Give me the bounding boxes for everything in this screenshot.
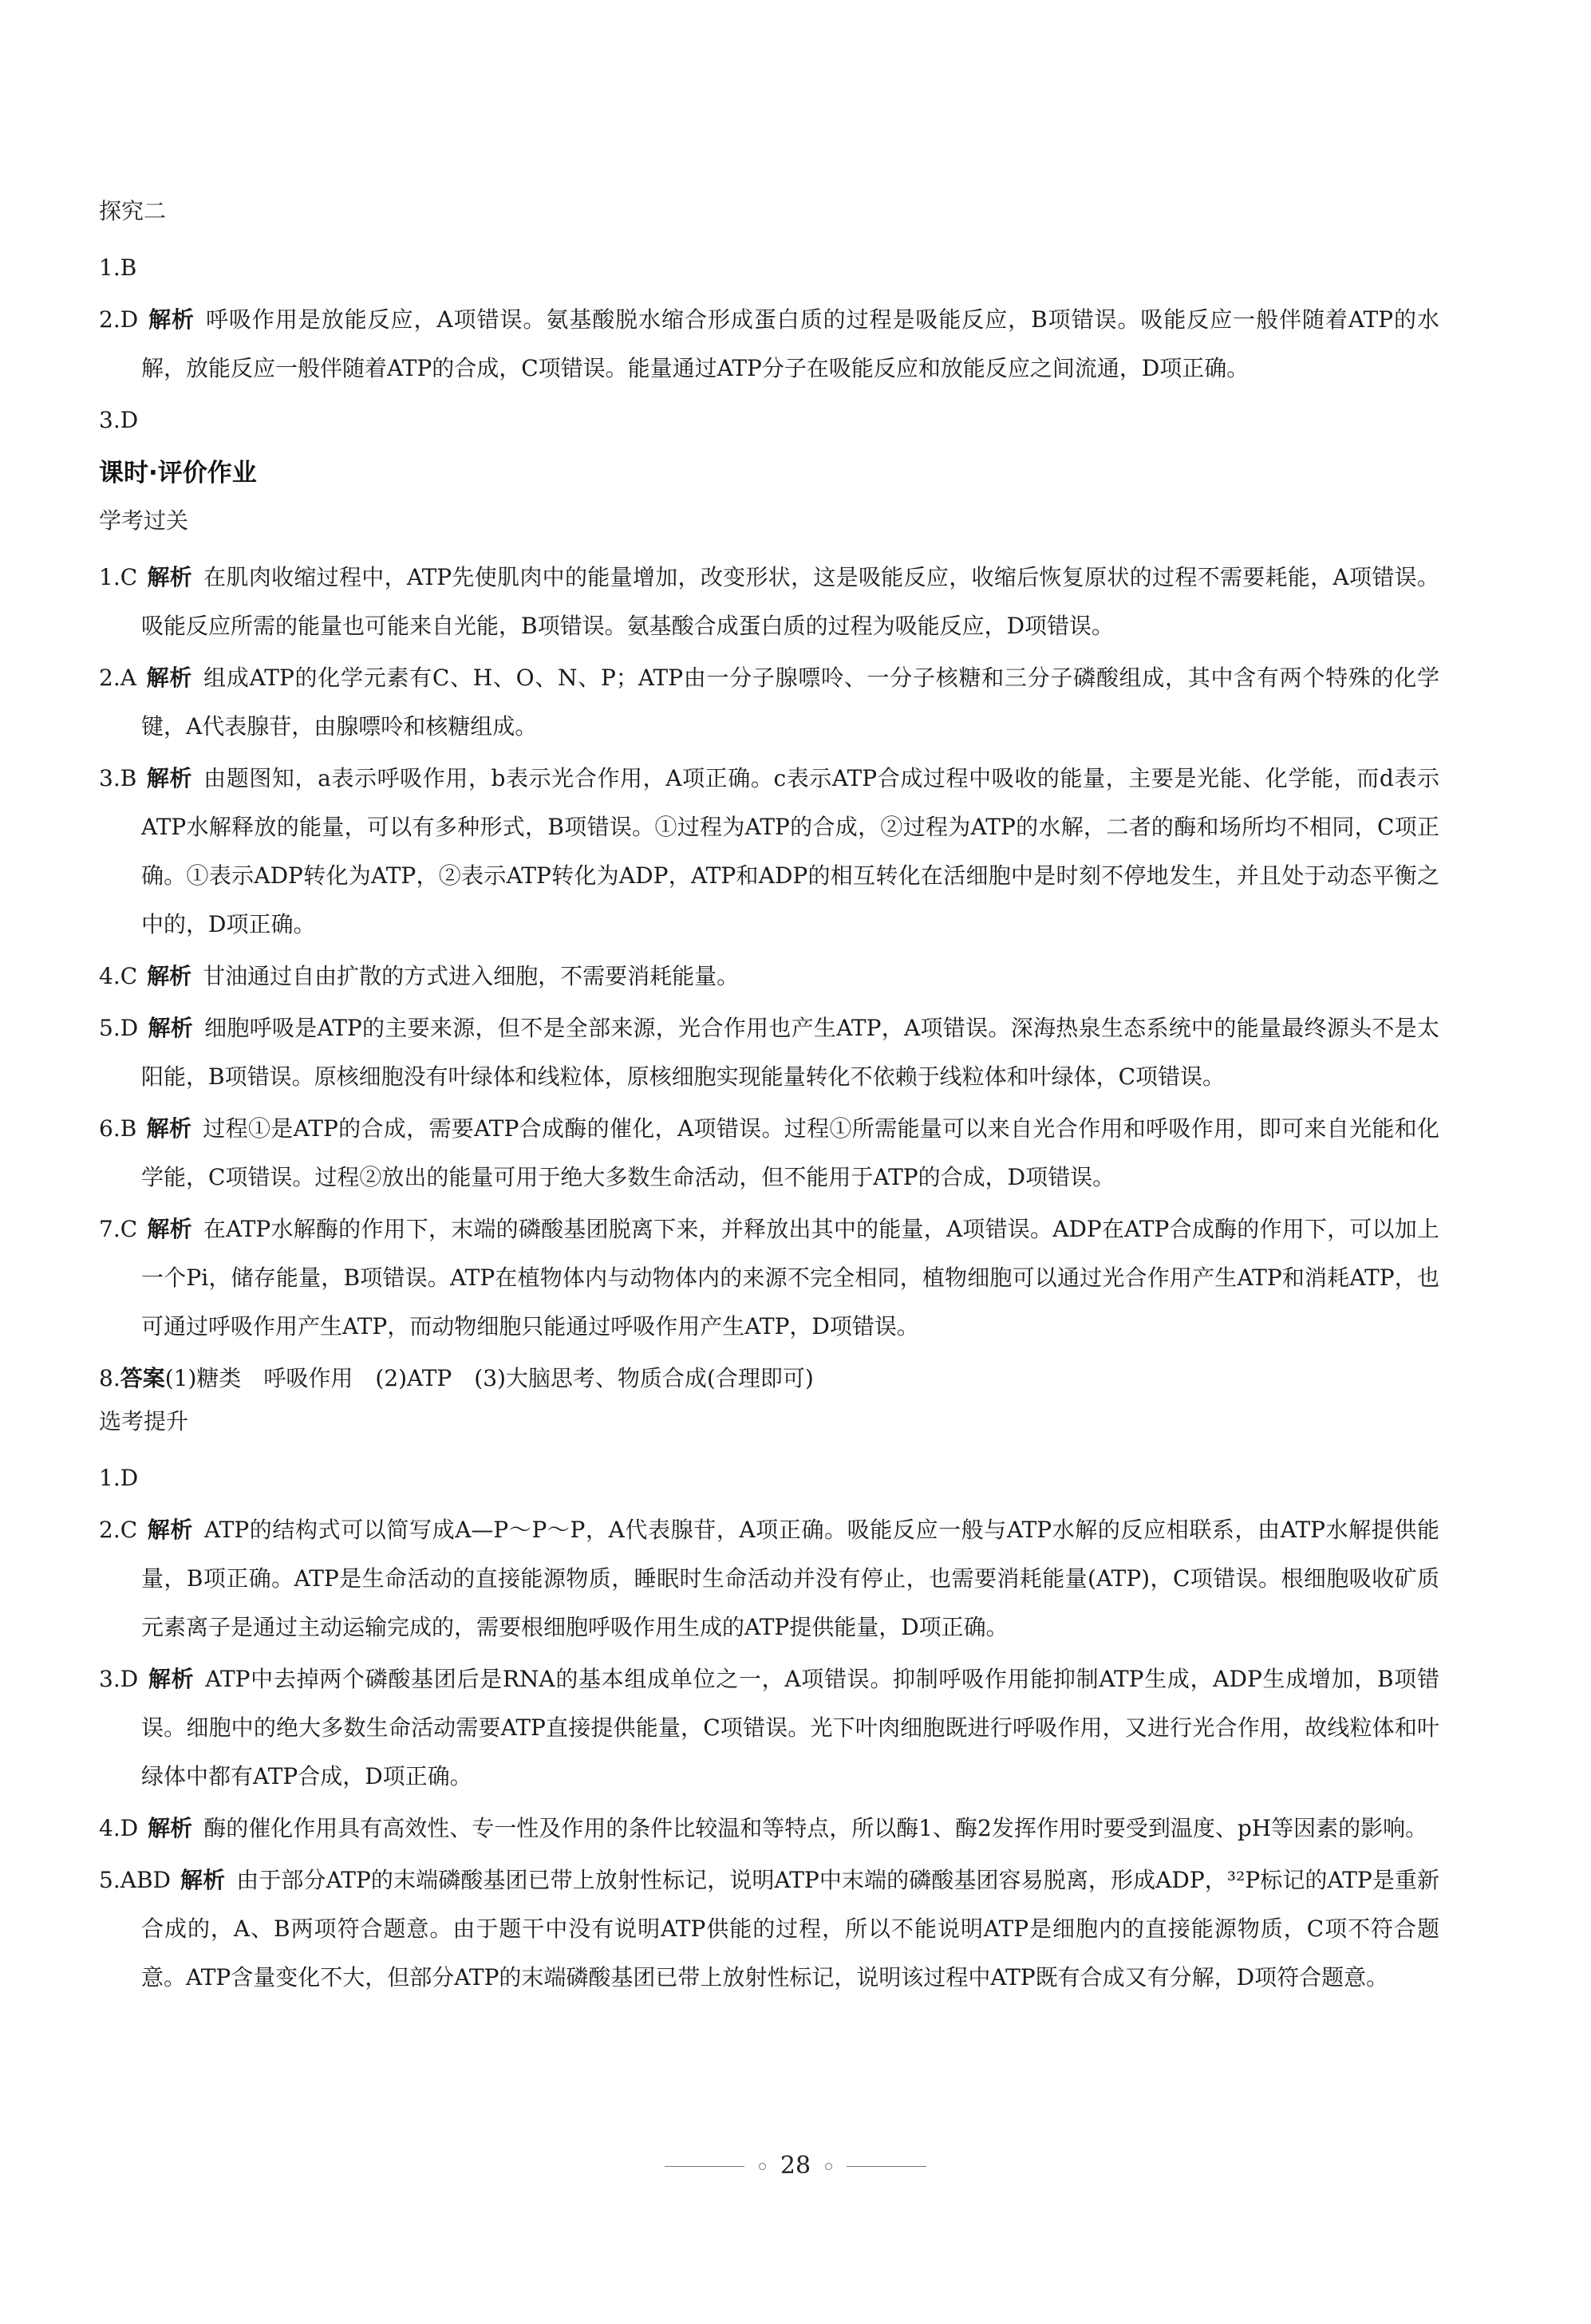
explore2-item-1 xyxy=(99,243,1439,292)
analysis-tag: 解析 xyxy=(147,564,193,590)
analysis-tag: 解析 xyxy=(147,963,192,989)
analysis-text: 细胞呼吸是ATP的主要来源，但不是全部来源，光合作用也产生ATP，A项错误。深海热泉生态系统中的能量最终源头不是太阳能，B项错误。原核细胞没有叶绿体和线粒体，原核细胞实现能量转化不依赖于线粒体和叶绿体，C项错误。 xyxy=(141,1015,1439,1090)
item-number: 2.A xyxy=(99,665,136,691)
homework-title: 课时·评价作业 xyxy=(99,459,257,487)
analysis-text: 过程①是ATP的合成，需要ATP合成酶的催化，A项错误。过程①所需能量可以来自光合作用和呼吸作用，即可来自光能和化学能，C项错误。过程②放出的能量可用于绝大多数生命活动，但不能用于ATP的合成，D项错误。 xyxy=(141,1115,1439,1190)
xuankao-item-1 xyxy=(99,1454,1439,1502)
heading-xuekao: 学考过关 xyxy=(99,507,189,534)
xuekao-item-8 xyxy=(99,1354,1439,1403)
xuankao-item-4 xyxy=(99,1804,1439,1852)
answer-content xyxy=(99,195,1439,2005)
analysis-text: ATP的结构式可以简写成A—P～P～P，A代表腺苷，A项正确。吸能反应一般与ATP水解的反应相联系，由ATP水解提供能量，B项正确。ATP是生命活动的直接能源物质，睡眠时生命活动并没有停止，也需要消耗能量(ATP)，C项错误。根细胞吸收矿质元素离子是通过主动运输完成的，需要根细胞呼吸作用生成的ATP提供能量，D项正确。 xyxy=(141,1517,1439,1640)
analysis-tag: 解析 xyxy=(147,1216,192,1242)
footer-rule-right xyxy=(847,2166,926,2167)
analysis-tag: 解析 xyxy=(148,1815,193,1841)
analysis-tag: 解析 xyxy=(148,1015,194,1041)
answer-tag: 答案 xyxy=(120,1365,165,1391)
analysis-text: 由题图知，a表示呼吸作用，b表示光合作用，A项正确。c表示ATP合成过程中吸收的能量，主要是光能、化学能，而d表示ATP水解释放的能量，可以有多种形式，B项错误。①过程为ATP的合成，②过程为ATP的水解，二者的酶和场所均不相同，C项正确。①表示ADP转化为ATP，②表示ATP转化为ADP，ATP和ADP的相互转化在活细胞中是时刻不停地发生，并且处于动态平衡之中的，D项正确。 xyxy=(141,765,1439,937)
item-number: 7.C xyxy=(99,1216,138,1242)
item-number: 1.D xyxy=(99,1465,139,1491)
item-number: 4.D xyxy=(99,1815,139,1841)
analysis-text: 组成ATP的化学元素有C、H、O、N、P；ATP由一分子腺嘌呤、一分子核糖和三分子磷酸组成，其中含有两个特殊的化学键，A代表腺苷，由腺嘌呤和核糖组成。 xyxy=(141,665,1439,740)
analysis-text: 甘油通过自由扩散的方式进入细胞，不需要消耗能量。 xyxy=(203,963,740,989)
page-footer xyxy=(0,2150,1591,2182)
answer-text: (1)糖类 呼吸作用 (2)ATP (3)大脑思考、物质合成(合理即可) xyxy=(164,1365,814,1391)
analysis-text: 由于部分ATP的末端磷酸基团已带上放射性标记，说明ATP中末端的磷酸基团容易脱离，形成ADP，³²P标记的ATP是重新合成的，A、B两项符合题意。由于题干中没有说明ATP供能的过程，所以不能说明ATP是细胞内的直接能源物质，C项不符合题意。ATP含量变化不大，但部分ATP的末端磷酸基团已带上放射性标记，说明该过程中ATP既有合成又有分解，D项符合题意。 xyxy=(141,1867,1439,1991)
analysis-tag: 解析 xyxy=(148,306,195,333)
xuekao-item-2 xyxy=(99,653,1439,751)
xuankao-item-3 xyxy=(99,1655,1439,1801)
xuekao-item-5 xyxy=(99,1004,1439,1101)
item-number: 5.D xyxy=(99,1015,139,1041)
item-number: 2.D xyxy=(99,306,139,333)
xuekao-item-4 xyxy=(99,952,1439,1000)
analysis-text: ATP中去掉两个磷酸基团后是RNA的基本组成单位之一，A项错误。抑制呼吸作用能抑制ATP生成，ADP生成增加，B项错误。细胞中的绝大多数生命活动需要ATP直接提供能量，C项错误。光下叶肉细胞既进行呼吸作用，又进行光合作用，故线粒体和叶绿体中都有ATP合成，D项正确。 xyxy=(141,1666,1439,1789)
analysis-tag: 解析 xyxy=(145,665,193,691)
item-number: 1.B xyxy=(99,254,137,281)
heading-xuankao: 选考提升 xyxy=(99,1408,189,1434)
item-number: 6.B xyxy=(99,1115,137,1142)
footer-rule-left xyxy=(665,2166,744,2167)
footer-dot-right xyxy=(825,2163,832,2170)
item-number: 2.C xyxy=(99,1517,138,1543)
analysis-text: 酶的催化作用具有高效性、专一性及作用的条件比较温和等特点，所以酶1、酶2发挥作用时要受到温度、pH等因素的影响。 xyxy=(203,1815,1428,1841)
explore2-item-3 xyxy=(99,396,1439,444)
analysis-tag: 解析 xyxy=(148,1666,195,1692)
xuankao-item-2 xyxy=(99,1505,1439,1651)
analysis-tag: 解析 xyxy=(180,1867,226,1893)
page-number: 28 xyxy=(780,2152,811,2180)
xuekao-item-1 xyxy=(99,553,1439,650)
analysis-text: 呼吸作用是放能反应，A项错误。氨基酸脱水缩合形成蛋白质的过程是吸能反应，B项错误。吸能反应一般伴随着ATP的水解，放能反应一般伴随着ATP的合成，C项错误。能量通过ATP分子在吸能反应和放能反应之间流通，D项正确。 xyxy=(141,306,1439,381)
explore2-item-2 xyxy=(99,295,1439,393)
heading-explore2: 探究二 xyxy=(99,198,167,224)
footer-dot-left xyxy=(759,2163,766,2170)
xuekao-item-6 xyxy=(99,1104,1439,1201)
xuankao-item-5 xyxy=(99,1856,1439,2002)
xuekao-item-7 xyxy=(99,1205,1439,1351)
analysis-text: 在肌肉收缩过程中，ATP先使肌肉中的能量增加，改变形状，这是吸能反应，收缩后恢复原状的过程不需要耗能，A项错误。吸能反应所需的能量也可能来自光能，B项错误。氨基酸合成蛋白质的过程为吸能反应，D项错误。 xyxy=(141,564,1439,639)
analysis-tag: 解析 xyxy=(147,1517,193,1543)
item-number: 3.D xyxy=(99,407,139,433)
item-number: 3.D xyxy=(99,1666,139,1692)
xuekao-item-3 xyxy=(99,754,1439,949)
item-number: 1.C xyxy=(99,564,138,590)
item-number: 8. xyxy=(99,1365,120,1391)
item-number: 5.ABD xyxy=(99,1867,171,1893)
analysis-text: 在ATP水解酶的作用下，末端的磷酸基团脱离下来，并释放出其中的能量，A项错误。ADP在ATP合成酶的作用下，可以加上一个Pi，储存能量，B项错误。ATP在植物体内与动物体内的来源不完全相同，植物细胞可以通过光合作用产生ATP和消耗ATP，也可通过呼吸作用产生ATP，而动物细胞只能通过呼吸作用产生ATP，D项错误。 xyxy=(141,1216,1439,1340)
item-number: 3.B xyxy=(99,765,137,791)
item-number: 4.C xyxy=(99,963,138,989)
analysis-tag: 解析 xyxy=(146,1115,192,1142)
analysis-tag: 解析 xyxy=(146,765,193,791)
